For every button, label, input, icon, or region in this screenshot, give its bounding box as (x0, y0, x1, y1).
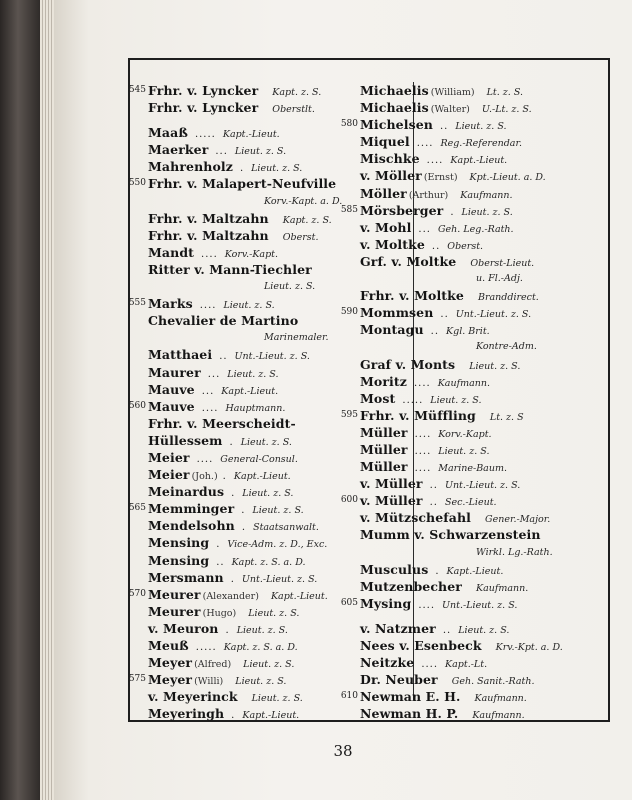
register-entry (360, 99, 606, 116)
page-edges (40, 0, 54, 800)
entry-name: Newman H. P. (360, 706, 459, 722)
entry-leader-dots: .... (416, 138, 434, 150)
entry-given-name: (Hugo) (202, 607, 237, 619)
entry-leader-dots: .... (201, 248, 218, 260)
entry-name: Michelsen (360, 117, 433, 133)
entry-name: Frhr. v. Müffling (360, 407, 476, 423)
entry-name: Mumm v. Schwarzenstein (360, 527, 541, 543)
register-entry (360, 82, 606, 99)
entry-number: 545 (128, 85, 146, 95)
entry-title: Kapt. z. S. (272, 87, 322, 98)
entry-leader-dots: ... (215, 146, 228, 158)
entry-number: 550 (128, 178, 146, 189)
entry-leader-dots: .. (219, 351, 228, 363)
entry-name: Meurer (148, 586, 201, 602)
entry-number: 585 (340, 204, 358, 215)
entry-name: Newman E. H. (360, 689, 461, 705)
entry-name: v. Meyerinck (148, 689, 238, 705)
entry-continuation: u. Fl.-Adj. (476, 273, 523, 285)
register-entry (360, 637, 606, 654)
entry-name: Mischke (360, 151, 420, 167)
entry-title: Kapt. z. S. a. D. (231, 556, 306, 568)
register-entry (360, 356, 606, 373)
register-entry (340, 688, 606, 705)
register-entry (360, 321, 606, 338)
entry-name: Musculus (360, 561, 429, 577)
entry-name: v. Mohl (360, 219, 412, 235)
register-entry (360, 287, 606, 304)
entry-title: Lieut. z. S. (236, 624, 288, 636)
entry-name: Frhr. v. Maltzahn (148, 210, 269, 226)
register-entry (360, 150, 606, 167)
entry-name: Montagu (360, 322, 424, 338)
register-entry (360, 219, 606, 236)
entry-number: 600 (340, 495, 358, 506)
register-entry (360, 167, 606, 184)
entry-title: Kaufmann. (460, 189, 513, 201)
entry-name: Frhr. v. Lyncker (148, 83, 259, 98)
entry-leader-dots: . (222, 471, 227, 483)
entry-title: Oberst. (447, 240, 484, 252)
entry-leader-dots: .. (430, 326, 440, 338)
register-entry (360, 671, 606, 688)
entry-title: Oberstlt. (272, 104, 315, 116)
entry-given-name: (Arthur) (408, 189, 449, 201)
entry-continuation: Korv.-Kapt. a. D. (264, 195, 343, 207)
entry-number: 565 (128, 503, 146, 514)
entry-name: Mensing (148, 552, 210, 568)
entry-title: Kapt. z. S. (282, 214, 332, 226)
entry-title: Lieut. z. S. (458, 624, 510, 636)
entry-title: Marine-Baum. (438, 463, 507, 475)
entry-name: Hüllessem (148, 432, 223, 448)
entry-leader-dots: .... (414, 463, 432, 475)
entry-leader-dots: .... (201, 402, 219, 414)
entry-leader-dots: . (450, 206, 455, 218)
register-entry (340, 407, 606, 424)
entry-name: Meier (148, 467, 190, 483)
entry-name: Müller (360, 459, 408, 475)
entry-title: Oberst. (282, 231, 319, 243)
entry-given-name: (Ernst) (423, 172, 458, 184)
entry-name: Most (360, 390, 396, 406)
entry-leader-dots: .... (413, 377, 431, 389)
entry-name: Meuß (148, 638, 189, 653)
entry-name: Grf. v. Moltke (360, 253, 457, 269)
entry-name: v. Natzmer (360, 620, 436, 636)
register-entry (340, 304, 606, 321)
entry-title: Kaufmann. (475, 582, 529, 594)
entry-leader-dots: .... (426, 155, 444, 167)
entry-title: Lieut. z. S. (223, 300, 275, 312)
entry-given-name: (Willi) (194, 676, 224, 688)
entry-title: Lieut. z. S. (248, 607, 300, 619)
entry-title: Krv.-Kpt. a. D. (495, 642, 563, 653)
right-column (340, 82, 606, 722)
entry-name: Meyer (148, 655, 193, 671)
entry-name: Mandt (148, 244, 195, 260)
register-entry (340, 492, 606, 509)
entry-name: Maerker (148, 142, 209, 158)
entry-name: Ritter v. Mann-Tiechler (148, 261, 312, 277)
entry-title: Kapt.-Lieut. (222, 129, 280, 141)
entry-title: Kapt.-Lieut. (270, 590, 328, 602)
entry-leader-dots: ... (201, 385, 215, 397)
entry-title: Unt.-Lieut. z. S. (234, 351, 310, 363)
entry-title: Lieut. z. S. (469, 360, 521, 372)
entry-leader-dots: ..... (194, 129, 216, 141)
entry-name: Meyer (148, 672, 193, 688)
entry-name: Meyeringh (148, 706, 225, 722)
entry-name: Meier (148, 449, 190, 465)
entry-name: Mahrenholz (148, 159, 233, 175)
entry-continuation: Kontre-Adm. (476, 341, 537, 353)
entry-title: Unt.-Lieut. z. S. (241, 573, 318, 585)
register-entry (360, 373, 606, 390)
entry-title: Lieut. z. S. (242, 488, 294, 500)
entry-leader-dots: ... (207, 368, 221, 380)
entry-leader-dots: ... (418, 223, 431, 235)
book-page (54, 0, 632, 800)
entry-title: Korv.-Kapt. (224, 248, 279, 260)
entry-name: Neitzke (360, 655, 415, 671)
register-entry (360, 578, 606, 595)
entry-title: Kaufmann. (472, 710, 525, 722)
entry-title: Lieut. z. S. (252, 505, 304, 517)
entry-leader-dots: .... (199, 300, 217, 312)
entry-leader-dots: .. (216, 556, 225, 568)
entry-name: Frhr. v. Lyncker (148, 100, 259, 116)
entry-title: Kapt.-Lieut. (233, 471, 291, 483)
entry-title: Kgl. Brit. (446, 326, 490, 338)
entry-title: Kapt.-Lieut. (221, 385, 279, 397)
entry-leader-dots: .. (429, 497, 438, 509)
entry-name: Miquel (360, 134, 410, 150)
register-entry (340, 116, 606, 133)
entry-leader-dots: .... (418, 599, 436, 611)
entry-number: 580 (340, 119, 358, 130)
entry-leader-dots: .. (431, 240, 441, 252)
entry-leader-dots: .... (421, 659, 439, 671)
entry-title: U.-Lt. z. S. (481, 104, 532, 116)
entry-leader-dots: .... (414, 428, 432, 440)
register-entry (360, 475, 606, 492)
entry-name: Moritz (360, 373, 407, 389)
register-entry (360, 509, 606, 526)
entry-title: Lt. z. S (489, 411, 524, 423)
entry-title: Reg.-Referendar. (440, 138, 522, 150)
text-frame (128, 58, 610, 722)
entry-leader-dots: . (231, 710, 236, 722)
entry-continuation: Wirkl. Lg.-Rath. (476, 546, 553, 558)
entry-leader-dots: . (230, 573, 235, 585)
entry-title: Lieut. z. S. (234, 146, 287, 158)
register-entry (360, 390, 606, 407)
entry-title: Kapt. z. S. a. D. (223, 642, 298, 653)
register-entry (360, 705, 606, 722)
register-entry (360, 133, 606, 150)
register-entry (360, 526, 606, 543)
entry-leader-dots: . (239, 163, 245, 175)
entry-name: Mendelsohn (148, 518, 235, 534)
entry-name: v. Müller (360, 476, 423, 492)
entry-name: Memminger (148, 501, 235, 517)
entry-name: v. Möller (360, 168, 422, 184)
entry-name: Mutzenbecher (360, 578, 462, 594)
register-entry (360, 185, 606, 202)
entry-title: Lieut. z. S. (251, 693, 303, 705)
entry-leader-dots: .... (414, 445, 432, 457)
entry-given-name: (Alexander) (202, 590, 259, 602)
entry-name: Müller (360, 424, 408, 440)
entry-title: Lieut. z. S. (251, 163, 303, 175)
entry-name: Frhr. v. Meerscheidt- (148, 415, 296, 431)
register-entry (340, 202, 606, 219)
entry-name: Meurer (148, 603, 201, 619)
entry-number: 560 (128, 400, 146, 411)
entry-title: Lieut. z. S. (455, 121, 507, 133)
entry-name: v. Moltke (360, 236, 425, 252)
book-spine (0, 0, 40, 800)
entry-title: Lt. z. S. (486, 87, 524, 98)
entry-number: 610 (340, 691, 358, 702)
entry-leader-dots: . (225, 624, 230, 636)
entry-title: Unt.-Lieut. z. S. (455, 309, 532, 321)
entry-title: Staatsanwalt. (253, 522, 319, 534)
entry-leader-dots: .. (439, 121, 449, 133)
entry-title: Korv.-Kapt. (438, 428, 492, 440)
entry-number: 595 (340, 409, 358, 420)
entry-title: Lieut. z. S. (227, 368, 279, 380)
entry-name: Frhr. v. Malapert-Neufville (148, 176, 337, 192)
entry-title: Branddirect. (478, 292, 539, 304)
entry-title: Gener.-Major. (485, 514, 551, 526)
entry-title: Kapt.-Lt. (445, 659, 488, 671)
entry-name: Maurer (148, 364, 201, 380)
entry-title: Lieut. z. S. (438, 445, 490, 457)
entry-name: Mersmann (148, 569, 224, 585)
entry-name: Frhr. v. Maltzahn (148, 227, 269, 243)
entry-title: Sec.-Lieut. (444, 497, 497, 509)
entry-given-name: (William) (430, 87, 475, 98)
entry-title: Lieut. z. S. (240, 436, 292, 448)
entry-name: Mysing (360, 595, 412, 611)
entry-title: Kapt.-Lieut. (446, 565, 504, 577)
entry-continuation: Lieut. z. S. (264, 281, 316, 293)
entry-name: v. Meuron (148, 620, 219, 636)
entry-leader-dots: . (241, 522, 247, 534)
entry-name: Mauve (148, 381, 195, 397)
entry-name: v. Mützschefahl (360, 510, 472, 526)
entry-title: Vice-Adm. z. D., Exc. (227, 539, 328, 551)
entry-continuation: Marinemaler. (264, 332, 329, 344)
entry-leader-dots: .. (440, 309, 449, 321)
entry-name: Müller (360, 441, 408, 457)
entry-leader-dots: .. (442, 624, 452, 636)
entry-name: Matthaei (148, 347, 213, 363)
register-entry (360, 458, 606, 475)
entry-title: Kapt.-Lieut. (450, 155, 508, 167)
entry-name: Möller (360, 185, 407, 201)
entry-title: Lieut. z. S. (243, 659, 295, 671)
entry-name: Mauve (148, 398, 195, 414)
entry-title: Kaufmann. (437, 377, 491, 389)
entry-number: 590 (340, 307, 358, 318)
entry-title: Lieut. z. S. (461, 206, 513, 218)
register-entry (360, 253, 606, 270)
entry-title: Oberst-Lieut. (470, 257, 535, 269)
entry-number: 555 (128, 298, 146, 309)
entry-name: Frhr. v. Moltke (360, 288, 464, 304)
entry-leader-dots: ..... (195, 642, 217, 653)
entry-title: Geh. Sanit.-Rath. (451, 676, 535, 688)
entry-title: Unt.-Lieut. z. S. (442, 599, 518, 611)
entry-title: Kapt.-Lieut. (242, 710, 300, 722)
entry-name: Graf v. Monts (360, 356, 456, 372)
entry-title: Geh. Leg.-Rath. (437, 223, 514, 235)
entry-leader-dots: .... (196, 453, 214, 465)
entry-name: Meinardus (148, 484, 225, 500)
entry-leader-dots: . (231, 488, 236, 500)
entry-title: Kpt.-Lieut. a. D. (469, 172, 546, 184)
register-entry (360, 441, 606, 458)
entry-title: Kaufmann. (474, 693, 527, 705)
entry-leader-dots: .. (429, 480, 438, 492)
register-entry (360, 654, 606, 671)
entry-name: Mörsberger (360, 202, 444, 218)
page-number: 38 (333, 742, 353, 760)
entry-name: Dr. Neuber (360, 672, 438, 688)
entry-leader-dots: . (241, 505, 246, 517)
entry-leader-dots: . (435, 565, 440, 577)
entry-leader-dots: ..... (402, 394, 424, 406)
entry-name: Michaelis (360, 100, 429, 116)
register-entry (340, 595, 606, 612)
entry-name: Maaß (148, 125, 188, 141)
register-entry (360, 236, 606, 253)
entry-number: 575 (128, 674, 146, 685)
entry-number: 605 (340, 597, 358, 608)
entry-title: Lieut. z. S. (430, 394, 482, 406)
entry-given-name: (Joh.) (191, 471, 218, 483)
entry-title: Unt.-Lieut. z. S. (444, 480, 521, 492)
entry-name: Mensing (148, 535, 210, 551)
entry-leader-dots: . (216, 539, 221, 551)
entry-name: v. Müller (360, 493, 423, 509)
entry-name: Chevalier de Martino (148, 313, 299, 329)
register-entry (360, 620, 606, 637)
entry-number: 570 (128, 588, 146, 599)
entry-given-name: (Alfred) (194, 659, 232, 671)
entry-title: General-Consul. (220, 453, 298, 465)
register-entry (360, 424, 606, 441)
entry-title: Lieut. z. S. (235, 676, 287, 688)
entry-leader-dots: . (229, 436, 234, 448)
entry-name: Marks (148, 296, 193, 312)
register-entry (360, 561, 606, 578)
entry-title: Hauptmann. (225, 402, 286, 414)
entry-name: Nees v. Esenbeck (360, 638, 482, 653)
entry-name: Michaelis (360, 83, 429, 98)
entry-name: Mommsen (360, 305, 434, 321)
entry-given-name: (Walter) (430, 104, 470, 116)
